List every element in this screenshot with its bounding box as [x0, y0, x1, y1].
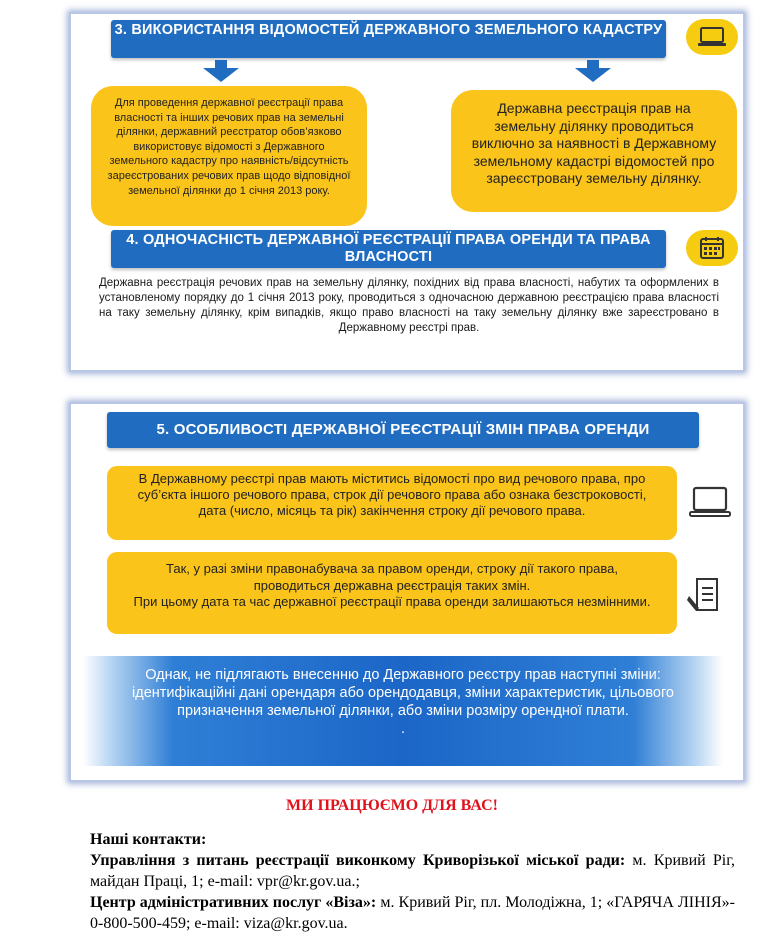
org-1-details: м. Кривий Ріг, майдан Праці, 1; e-mail: vpr@kr.gov.ua.; — [90, 852, 736, 890]
section-5-box-2-line-1: Так, у разі зміни правонабувача за правом оренди, строку дії такого права, проводиться державна реєстрація таких змін. — [166, 561, 618, 593]
section-5-title: 5. ОСОБЛИВОСТІ ДЕРЖАВНОЇ РЕЄСТРАЦІЇ ЗМІН ПРАВА ОРЕНДИ — [107, 412, 699, 448]
contacts-block — [90, 829, 735, 934]
down-arrow-icon — [573, 60, 613, 84]
section-5-notice-band — [83, 656, 723, 766]
document-pen-icon — [687, 576, 727, 614]
down-arrow-icon — [201, 60, 241, 84]
slogan: МИ ПРАЦЮЄМО ДЛЯ ВАС! — [286, 797, 498, 814]
section-3-left-box: Для проведення державної реєстрації права власності та інших речових прав на земельні ділянки, державний реєстратор обов’язково використовує відомості з Державного земельного кадастру про наявність/відсутність зареєстрованих речових прав щодо відповідної земельної ділянки до 1 січня 2013 року. — [91, 86, 367, 226]
org-1-name: Управління з питань реєстрації виконкому Криворізької міської ради: — [90, 852, 626, 869]
section-5-box-2-line-2: При цьому дата та час державної реєстрації права оренди залишаються незмінними. — [133, 594, 651, 609]
section-5-box-1: В Державному реєстрі прав мають міститись відомості про вид речового права, про суб’єкта іншого речового права, строк дії речового права або ознака безстроковості, дата (число, місяць та рік) закінчення строку дії речового права. — [107, 466, 677, 540]
section-4-title: 4. ОДНОЧАСНІСТЬ ДЕРЖАВНОЇ РЕЄСТРАЦІЇ ПРАВА ОРЕНДИ ТА ПРАВА ВЛАСНОСТІ — [111, 230, 666, 268]
section-5-box-2 — [107, 552, 677, 634]
section-5-notice-dot: . — [400, 721, 406, 737]
panel-section-5 — [69, 402, 745, 782]
org-2-details: м. Кривий Ріг, пл. Молодіжна, 1; «ГАРЯЧА ЛІНІЯ»- 0-800-500-459; e-mail: viza@kr.gov.ua. — [90, 894, 736, 932]
laptop-icon — [686, 19, 738, 55]
laptop-icon — [689, 484, 731, 520]
contacts-label: Наші контакти: — [90, 831, 207, 848]
section-5-notice-text: Однак, не підлягають внесенню до Державного реєстру прав наступні зміни: ідентифікаційні дані орендаря або орендодавця, зміни характеристик, цільового призначення земельної ділянки, або зміни розміру орендної плати. — [132, 667, 674, 719]
calendar-icon — [686, 230, 738, 266]
panel-section-3-4 — [69, 12, 745, 372]
section-4-body: Державна реєстрація речових прав на земельну ділянку, похідних від права власності, набутих та оформлених в установленому порядку до 1 січня 2013 року, проводиться з одночасною державною реєстрацією права власності на таку земельну ділянку, крім випадків, якщо право власності на таку земельну ділянку вже зареєстровано в Державному реєстрі прав. — [99, 277, 719, 334]
section-3-right-box: Державна реєстрація прав на земельну ділянку проводиться виключно за наявності в Державному земельному кадастрі відомостей про зареєстровану земельну ділянку. — [451, 90, 737, 212]
section-3-title: 3. ВИКОРИСТАННЯ ВІДОМОСТЕЙ ДЕРЖАВНОГО ЗЕМЕЛЬНОГО КАДАСТРУ — [111, 20, 666, 58]
org-2-name: Центр адміністративних послуг «Віза»: — [90, 894, 377, 911]
